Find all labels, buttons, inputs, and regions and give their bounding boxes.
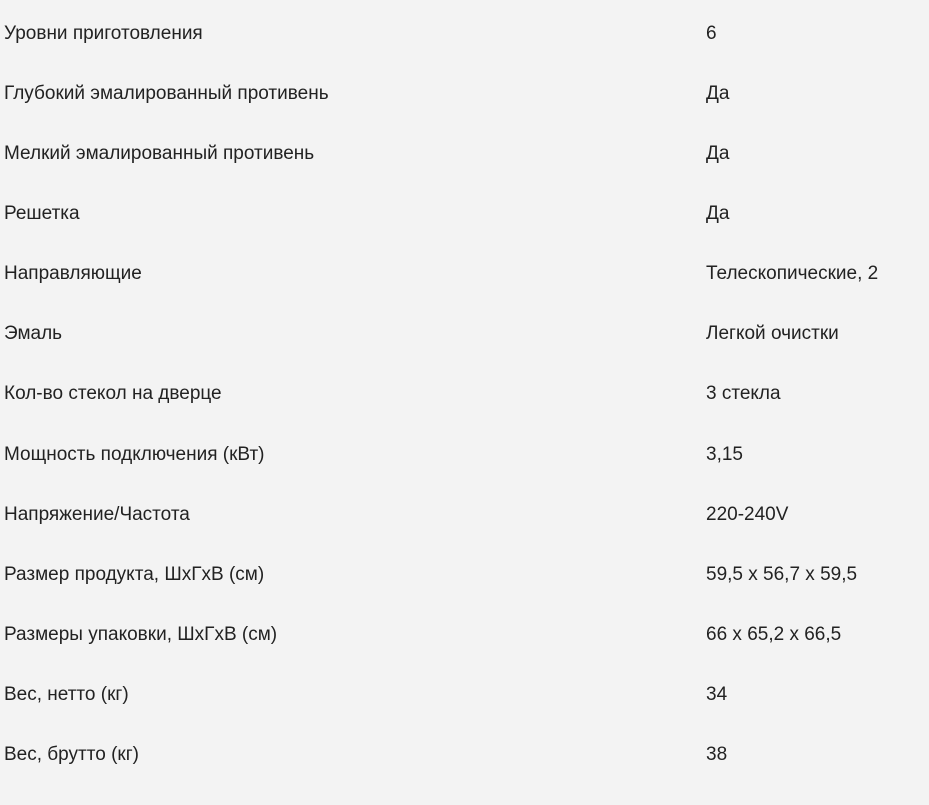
spec-label: Глубокий эмалированный противень	[4, 83, 329, 104]
spec-row-net-weight	[0, 685, 929, 745]
spec-row-power	[0, 445, 929, 505]
spec-value: 66 х 65,2 х 66,5	[706, 624, 842, 645]
spec-label: Размер продукта, ШхГхВ (см)	[4, 564, 265, 585]
spec-label: Уровни приготовления	[4, 23, 203, 44]
spec-row-cooking-levels	[0, 24, 929, 84]
spec-value: 6	[706, 23, 717, 44]
spec-row-deep-tray	[0, 84, 929, 144]
spec-label: Напряжение/Частота	[4, 504, 190, 525]
spec-value: 3 стекла	[706, 383, 781, 404]
spec-value: Да	[706, 143, 730, 164]
spec-row-enamel	[0, 324, 929, 384]
spec-label: Размеры упаковки, ШхГхВ (см)	[4, 624, 278, 645]
spec-label: Вес, брутто (кг)	[4, 744, 139, 765]
spec-label: Вес, нетто (кг)	[4, 684, 129, 705]
spec-row-package-size	[0, 625, 929, 685]
spec-label: Решетка	[4, 203, 80, 224]
spec-row-product-size	[0, 565, 929, 625]
spec-label: Эмаль	[4, 323, 63, 344]
spec-label: Направляющие	[4, 263, 142, 284]
spec-label: Кол-во стекол на дверце	[4, 383, 222, 404]
spec-row-shallow-tray	[0, 144, 929, 204]
spec-value: Телескопические, 2	[706, 263, 879, 284]
spec-value: Да	[706, 203, 730, 224]
spec-value: Легкой очистки	[706, 323, 839, 344]
spec-row-door-glass	[0, 384, 929, 444]
spec-label: Мощность подключения (кВт)	[4, 444, 265, 465]
spec-value: 34	[706, 684, 728, 705]
spec-row-voltage	[0, 505, 929, 565]
spec-value: Да	[706, 83, 730, 104]
spec-row-gross-weight	[0, 745, 929, 805]
spec-value: 3,15	[706, 444, 743, 465]
spec-row-grid	[0, 204, 929, 264]
spec-value: 220-240V	[706, 504, 789, 525]
spec-value: 38	[706, 744, 728, 765]
spec-row-rails	[0, 264, 929, 324]
spec-label: Мелкий эмалированный противень	[4, 143, 315, 164]
spec-value: 59,5 х 56,7 х 59,5	[706, 564, 858, 585]
